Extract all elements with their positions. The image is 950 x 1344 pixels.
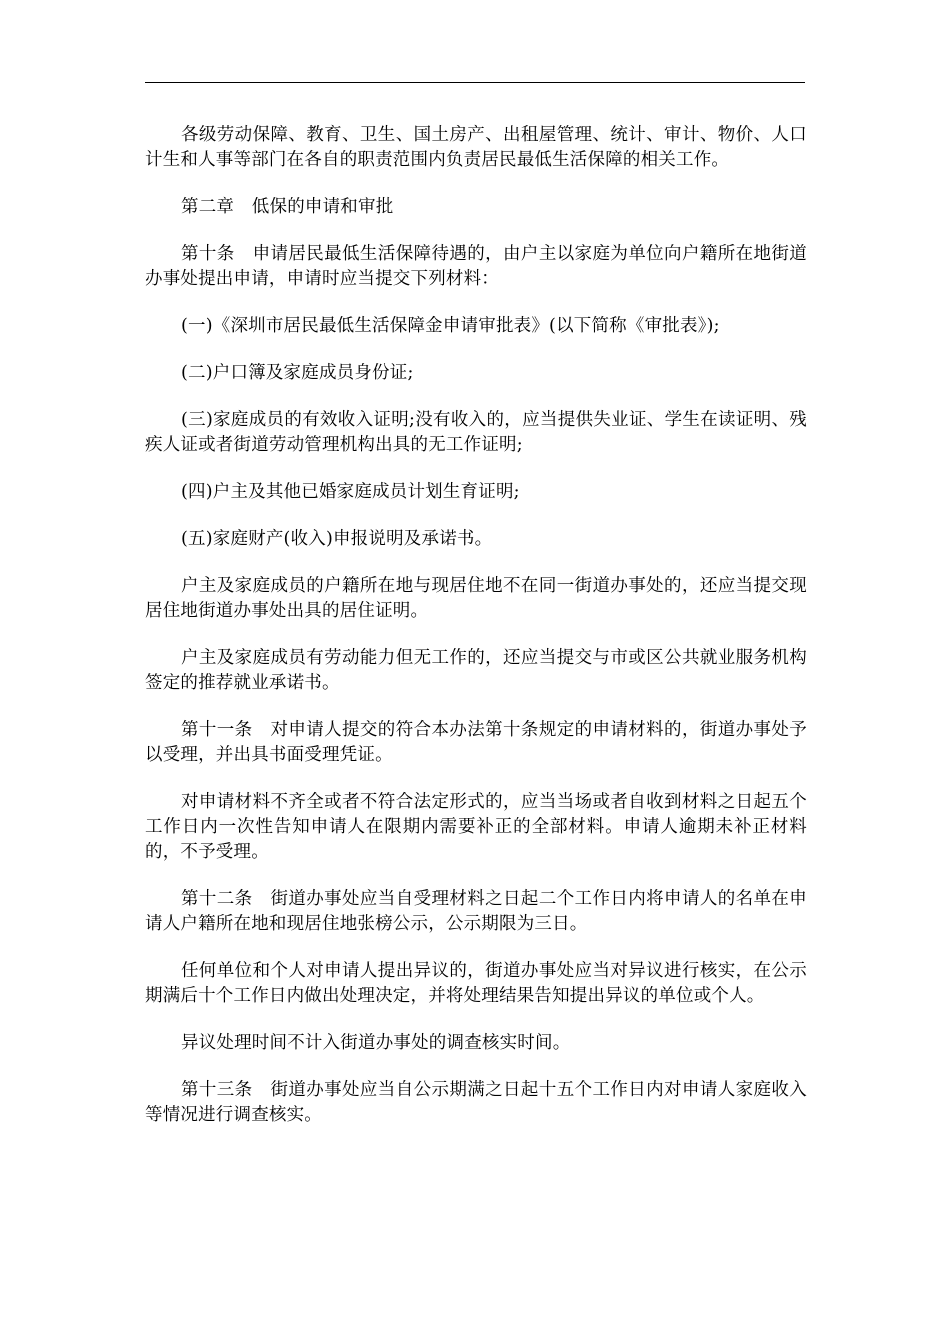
document-body [145,123,807,1150]
list-item: (二)户口簿及家庭成员身份证; [181,363,414,383]
paragraph: 户主及家庭成员有劳动能力但无工作的，还应当提交与市或区公共就业服务机构签定的推荐就业承诺书。 [145,648,807,693]
list-item: (三)家庭成员的有效收入证明;没有收入的，应当提供失业证、学生在读证明、残疾人证或者街道劳动管理机构出具的无工作证明; [145,410,807,455]
paragraph: 任何单位和个人对申请人提出异议的，街道办事处应当对异议进行核实，在公示期满后十个工作日内做出处理决定，并将处理结果告知提出异议的单位或个人。 [145,961,807,1006]
header-rule [145,82,805,83]
paragraph: 异议处理时间不计入街道办事处的调查核实时间。 [181,1033,571,1053]
article-10: 第十条 申请居民最低生活保障待遇的，由户主以家庭为单位向户籍所在地街道办事处提出申请，申请时应当提交下列材料： [145,244,807,289]
article-12: 第十二条 街道办事处应当自受理材料之日起二个工作日内将申请人的名单在申请人户籍所在地和现居住地张榜公示，公示期限为三日。 [145,889,807,934]
list-item: (五)家庭财产(收入)申报说明及承诺书。 [181,529,493,549]
list-item: (四)户主及其他已婚家庭成员计划生育证明; [181,482,520,502]
article-11: 第十一条 对申请人提交的符合本办法第十条规定的申请材料的，街道办事处予以受理，并出具书面受理凭证。 [145,720,807,765]
list-item: (一)《深圳市居民最低生活保障金申请审批表》(以下简称《审批表》); [181,316,720,336]
paragraph: 对申请材料不齐全或者不符合法定形式的，应当当场或者自收到材料之日起五个工作日内一次性告知申请人在限期内需要补正的全部材料。申请人逾期未补正材料的，不予受理。 [145,792,807,862]
article-13: 第十三条 街道办事处应当自公示期满之日起十五个工作日内对申请人家庭收入等情况进行调查核实。 [145,1080,807,1125]
paragraph: 户主及家庭成员的户籍所在地与现居住地不在同一街道办事处的，还应当提交现居住地街道办事处出具的居住证明。 [145,576,807,621]
paragraph: 各级劳动保障、教育、卫生、国土房产、出租屋管理、统计、审计、物价、人口计生和人事等部门在各自的职责范围内负责居民最低生活保障的相关工作。 [145,125,807,170]
chapter-heading: 第二章 低保的申请和审批 [181,197,394,217]
